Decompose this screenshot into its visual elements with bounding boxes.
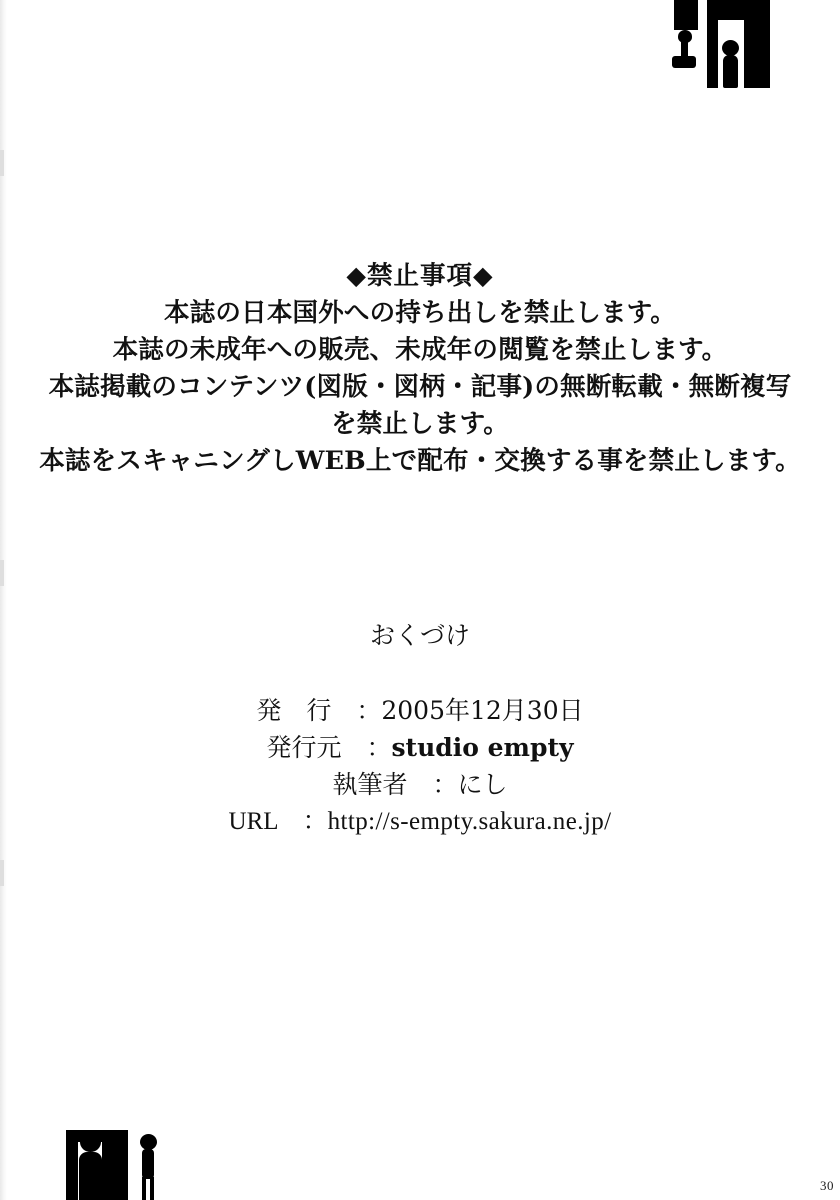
colophon-value-publisher: studio empty	[391, 733, 574, 762]
prohibition-notice	[0, 258, 840, 480]
colophon-label-url: URL ：	[228, 808, 328, 835]
colophon-value-author: にし	[457, 770, 508, 799]
colophon-heading: おくづけ	[369, 621, 470, 650]
colophon-row	[0, 766, 840, 803]
colophon-block	[0, 692, 840, 840]
notice-line-5: 本誌をスキャニングしWEB上で配布・交換する事を禁止します。	[39, 446, 801, 476]
art-figure-b-body	[723, 55, 738, 88]
art-figure-a-base	[672, 56, 696, 68]
art-bottom-figure-a-body	[79, 1152, 102, 1200]
colophon-row	[0, 692, 840, 729]
art-bottom-figure-b-head	[140, 1134, 157, 1150]
scan-edge-mark	[0, 150, 4, 176]
art-figure-b-head	[722, 40, 739, 56]
notice-line-4: を禁止します。	[331, 409, 509, 439]
art-bottom-figure-b-body	[142, 1149, 154, 1179]
colophon-label-publish-date: 発 行 ：	[256, 696, 382, 725]
art-block-left	[674, 0, 698, 30]
art-figure-a-body	[681, 42, 688, 57]
colophon-label-publisher: 発行元 ：	[266, 733, 392, 762]
notice-line-2: 本誌の未成年への販売、未成年の閲覧を禁止します。	[112, 335, 728, 365]
colophon-row	[0, 729, 840, 766]
notice-line-3: 本誌掲載のコンテンツ(図版・図柄・記事)の無断転載・無断複写	[48, 372, 792, 402]
silhouette-figures-bottom-icon	[66, 1122, 196, 1200]
colophon-label-author: 執筆者 ：	[332, 770, 458, 799]
art-bottom-figure-b-leg-right	[150, 1177, 154, 1200]
colophon-value-url[interactable]: http://s-empty.sakura.ne.jp/	[327, 808, 612, 835]
scan-edge-mark	[0, 860, 4, 886]
scan-edge-mark	[0, 560, 4, 586]
colophon-value-publish-date: 2005年12月30日	[381, 696, 584, 725]
notice-title: ◆禁止事項◆	[346, 261, 494, 291]
art-bottom-figure-a-head	[80, 1132, 101, 1152]
notice-line-1: 本誌の日本国外への持ち出しを禁止します。	[164, 298, 676, 328]
silhouette-figures-top-icon	[660, 0, 770, 92]
scan-edge	[0, 0, 7, 1200]
page-number: 30	[820, 1178, 834, 1193]
art-bottom-figure-b-leg-left	[142, 1177, 146, 1200]
colophon-row-url	[0, 803, 840, 840]
